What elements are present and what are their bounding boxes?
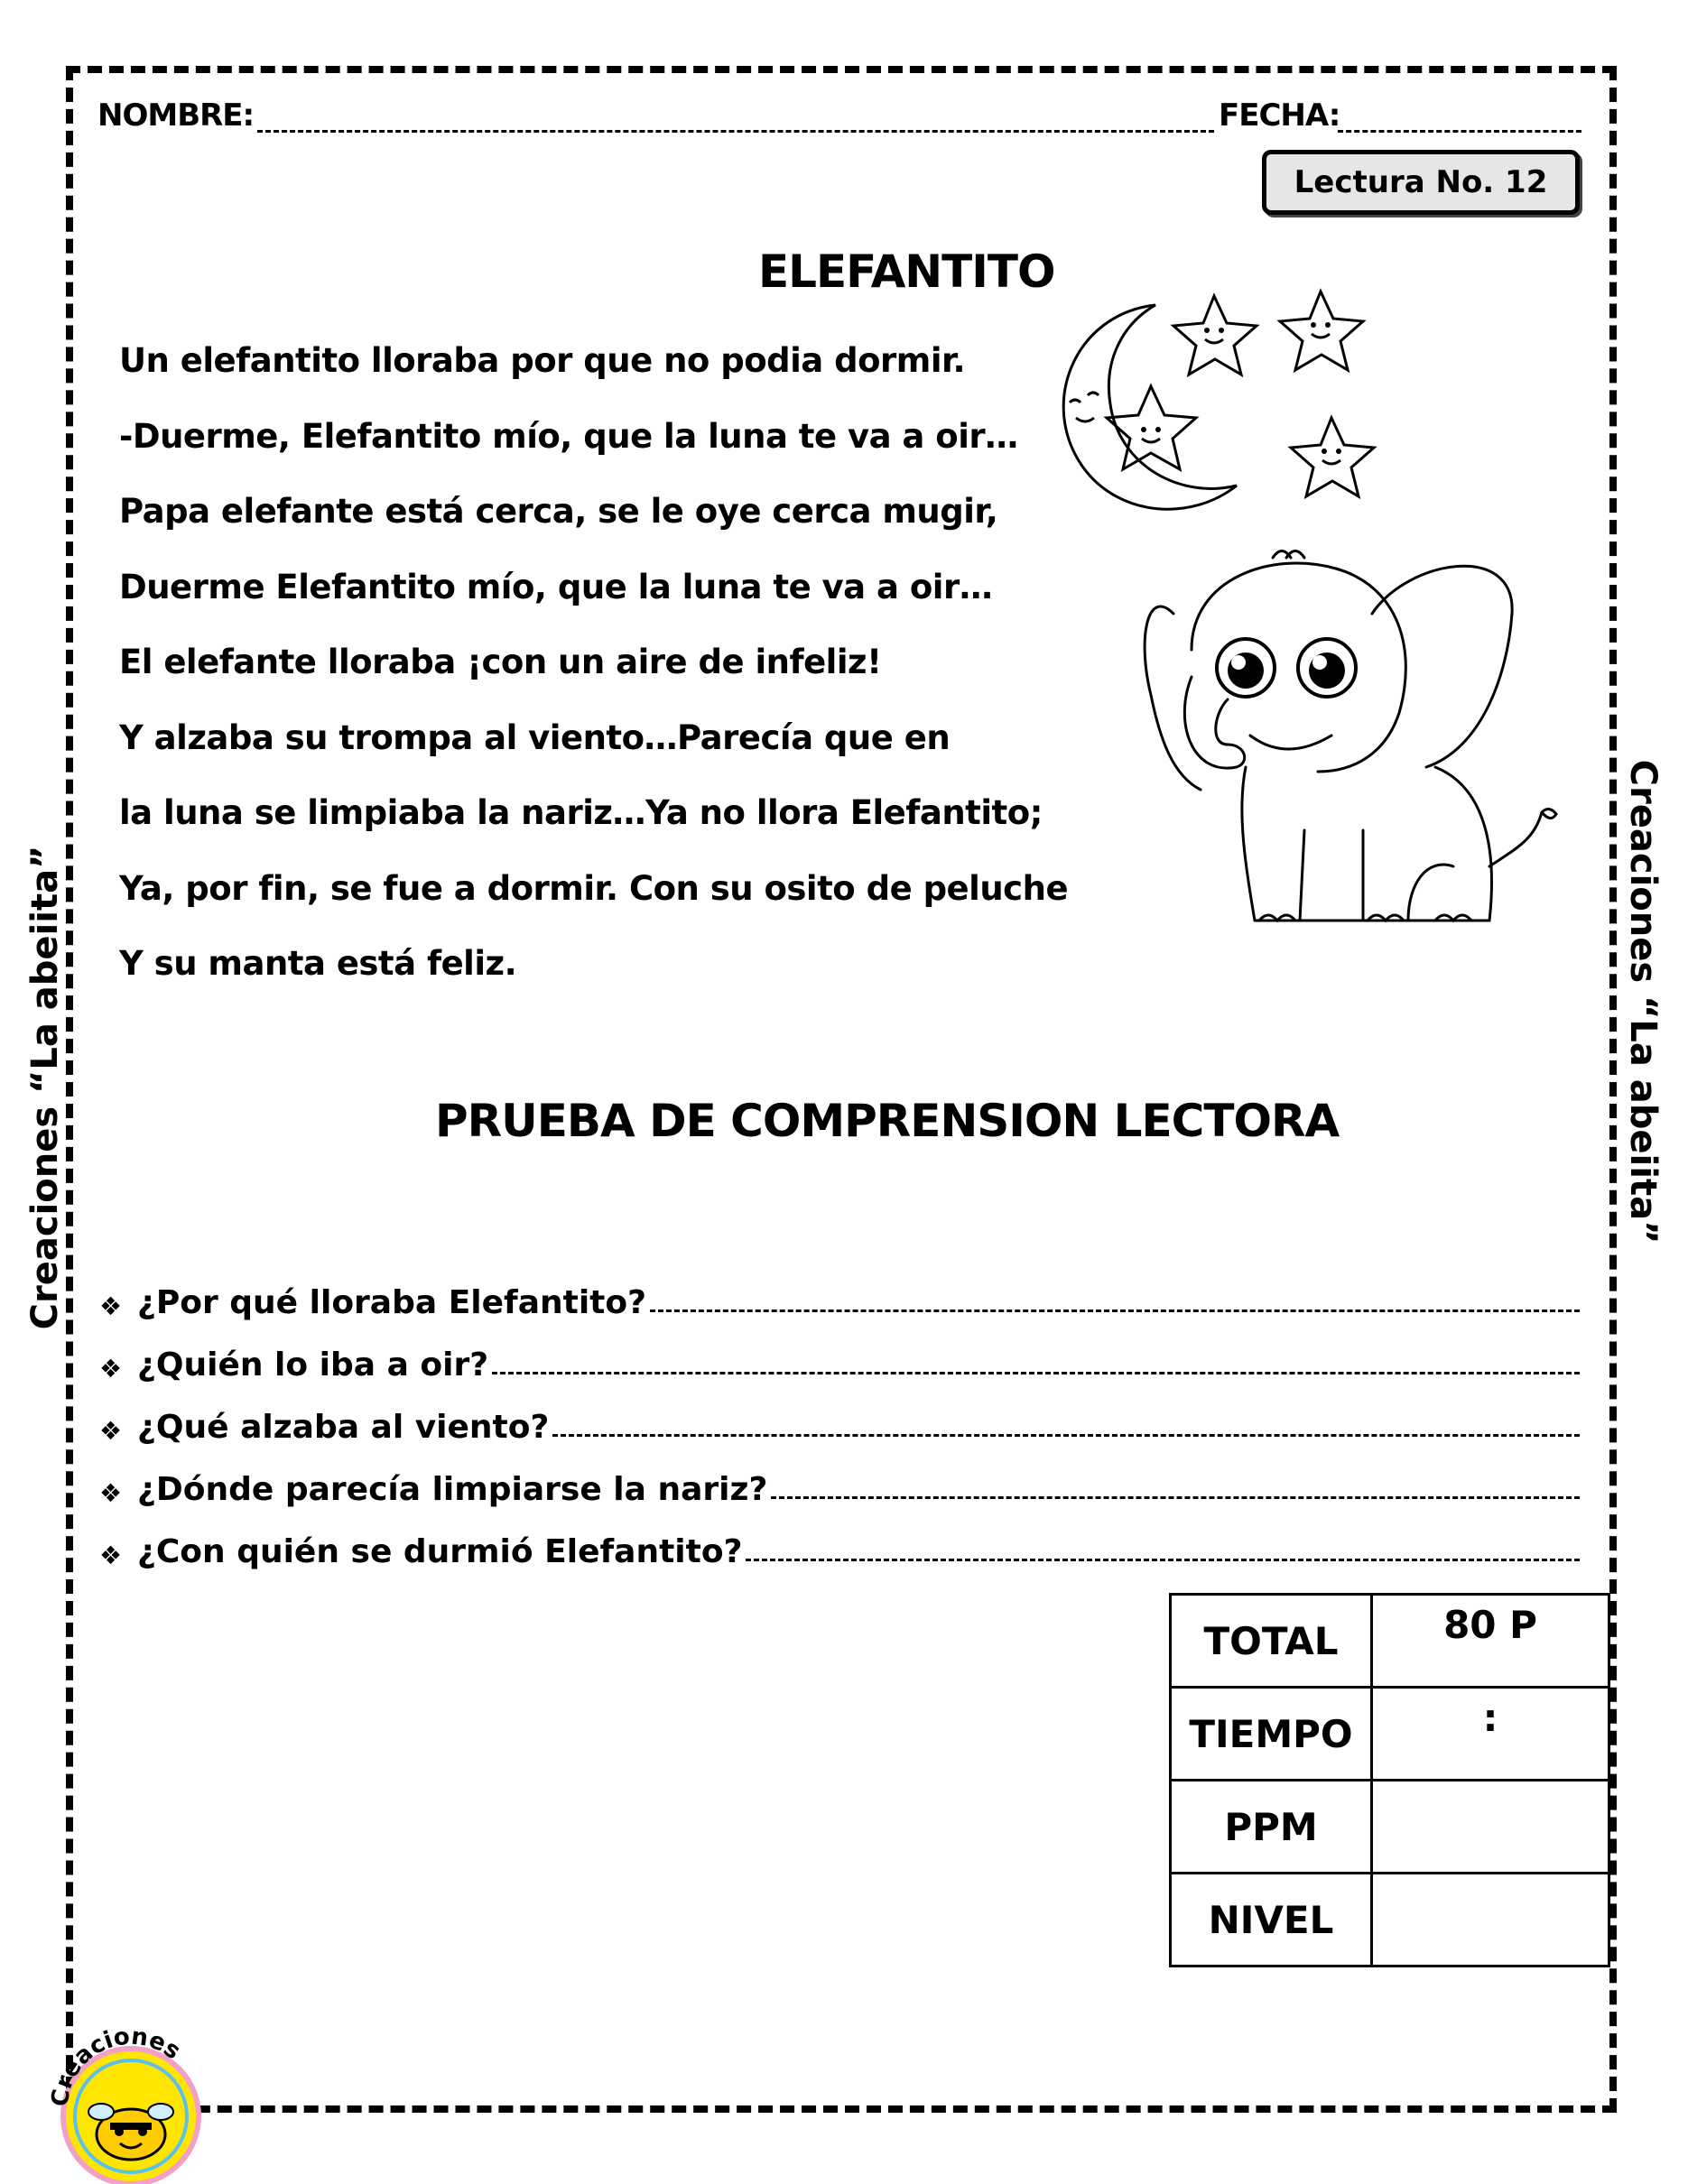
diamond-bullet-icon: ❖ — [99, 1541, 123, 1570]
poem-line: Papa elefante está cerca, se le oye cerca mugir, — [119, 492, 998, 531]
question-text: ¿Con quién se durmió Elefantito? — [137, 1533, 743, 1570]
date-label: FECHA: — [1219, 97, 1340, 134]
score-table — [1169, 1593, 1610, 1967]
diamond-bullet-icon: ❖ — [99, 1416, 123, 1446]
score-value[interactable] — [1372, 1874, 1609, 1967]
score-value[interactable]: 80 P — [1372, 1595, 1609, 1688]
reading-text — [119, 334, 1068, 1013]
question-text: ¿Dónde parecía limpiarse la nariz? — [137, 1471, 768, 1508]
question-text: ¿Qué alzaba al viento? — [137, 1409, 550, 1446]
score-label: TIEMPO — [1171, 1688, 1372, 1781]
moon-icon — [1063, 305, 1237, 509]
star-icon — [1107, 386, 1196, 469]
right-ear — [1372, 566, 1512, 767]
date-field[interactable] — [1338, 130, 1581, 133]
eyes — [1217, 639, 1356, 697]
name-field[interactable] — [257, 130, 1214, 133]
name-label: NOMBRE: — [97, 97, 255, 134]
table-row — [1171, 1595, 1609, 1688]
legs — [1300, 830, 1453, 921]
body — [1242, 767, 1492, 921]
reading-number-badge — [1262, 150, 1580, 215]
star-icon — [1173, 296, 1257, 375]
smile — [1250, 736, 1331, 749]
answer-line[interactable] — [650, 1309, 1580, 1312]
answer-line[interactable] — [746, 1559, 1580, 1561]
poem-line: Y alzaba su trompa al viento…Parecía que en — [119, 717, 951, 757]
moon-stars-illustration — [1020, 287, 1399, 540]
table-row — [1171, 1781, 1609, 1874]
question-item — [99, 1446, 1580, 1508]
trunk — [1184, 677, 1244, 768]
diamond-bullet-icon: ❖ — [99, 1478, 123, 1508]
quiz-title: PRUEBA DE COMPRENSION LECTORA — [435, 1095, 1340, 1147]
logo-text: Creaciones — [46, 2022, 186, 2108]
score-label: PPM — [1171, 1781, 1372, 1874]
star-icon — [1291, 418, 1374, 496]
poem-line: Duerme Elefantito mío, que la luna te va a oir… — [119, 567, 993, 606]
table-row — [1171, 1688, 1609, 1781]
poem-line: El elefante lloraba ¡con un aire de infeliz! — [119, 643, 882, 681]
question-list — [99, 1259, 1580, 1570]
side-credit-right: Creaciones “La abeiita” — [1622, 749, 1664, 1255]
bee-logo — [45, 2022, 217, 2184]
score-value[interactable] — [1372, 1781, 1609, 1874]
answer-line[interactable] — [552, 1434, 1580, 1437]
star-icon — [1280, 292, 1363, 370]
reading-number-text: Lectura No. 12 — [1294, 164, 1548, 200]
elephant-illustration — [1137, 541, 1607, 939]
score-label: TOTAL — [1171, 1595, 1372, 1688]
question-text: ¿Quién lo iba a oir? — [137, 1346, 489, 1384]
poem-line: la luna se limpiaba la nariz…Ya no llora Elefantito; — [119, 793, 1043, 832]
poem-line: Y su manta está feliz. — [119, 944, 517, 983]
answer-line[interactable] — [771, 1496, 1580, 1499]
moon-face — [1070, 393, 1099, 421]
hair — [1273, 551, 1304, 559]
diamond-bullet-icon: ❖ — [99, 1354, 123, 1384]
score-value[interactable]: : — [1372, 1688, 1609, 1781]
question-item — [99, 1508, 1580, 1570]
answer-line[interactable] — [492, 1372, 1580, 1374]
question-text: ¿Por qué lloraba Elefantito? — [137, 1284, 646, 1321]
poem-line: Ya, por fin, se fue a dormir. Con su osito de peluche — [119, 868, 1069, 908]
reading-title: ELEFANTITO — [758, 245, 1055, 298]
poem-line: Un elefantito lloraba por que no podia dormir. — [119, 341, 966, 380]
score-label: NIVEL — [1171, 1874, 1372, 1967]
tail — [1489, 809, 1556, 866]
question-item — [99, 1259, 1580, 1321]
diamond-bullet-icon: ❖ — [99, 1291, 123, 1321]
question-item — [99, 1384, 1580, 1446]
side-credit-left: Creaciones “La abeiita” — [24, 835, 66, 1341]
table-row — [1171, 1874, 1609, 1967]
poem-line: -Duerme, Elefantito mío, que la luna te va a oir… — [119, 416, 1018, 456]
question-item — [99, 1321, 1580, 1384]
